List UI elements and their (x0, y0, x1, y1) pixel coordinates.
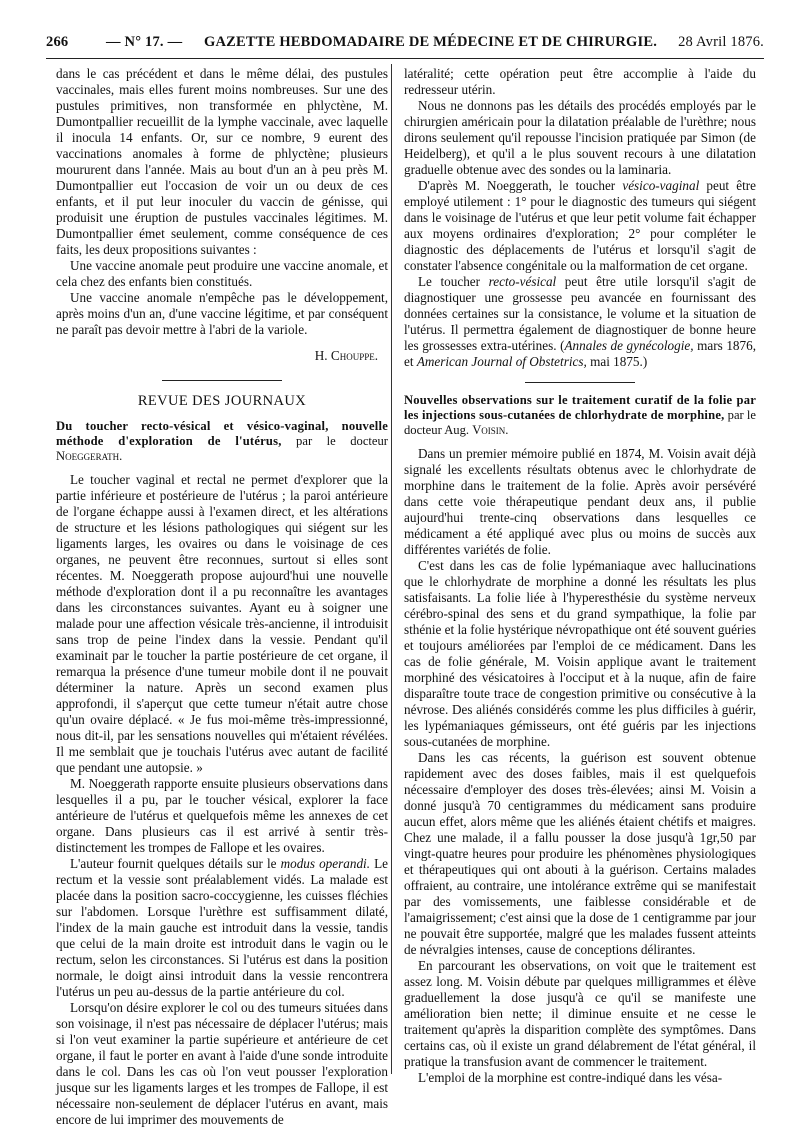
paragraph: D'après M. Noeggerath, le toucher vésico-vaginal peut être employé utilement : 1° pour le diagnostic des tumeurs qui siégent dans le voisinage de l'utérus et que leur petit volume fait échapper aux moyens ordinaires d'exploration; 2° pour compléter le diagnostic des déplacements de l'utérus et lorsqu'il s'agit de constater l'absence congénitale ou la malformation de cet organe. (404, 178, 757, 273)
column-divider (391, 64, 392, 1074)
paragraph: Une vaccine anomale n'empêche pas le développement, après moins d'un an, d'une vaccine légitime, et par conséquent ne paraît pas devoir mettre à l'abri de la variole. (56, 290, 388, 337)
paragraph: Lorsqu'on désire explorer le col ou des tumeurs situées dans son voisinage, il n'est pas nécessaire de déplacer l'utérus; mais si l'on veut examiner la partie supérieure et antérieure de cet organe, il faut le porter en avant à l'aide d'une sonde introduite dans le col. Dans les cas où l'on veut pousser l'exploration jusque sur les ligaments larges et les trompes de Fallope, il est nécessaire non-seulement de déplacer l'utérus en avant, mais encore de lui imprimer des mouvements de (56, 1000, 388, 1127)
paragraph: Nous ne donnons pas les détails des procédés employés par le chirurgien américain pour la dilatation préalable de l'urèthre; nous dirons seulement qu'il repousse l'incision pratiquée par Simon (de Heidelberg), et qu'il a le plus souvent recours à une dilatation graduelle obtenue avec des sondes ou la laminaria. (404, 98, 756, 177)
header-rule (46, 58, 764, 59)
section-rule (162, 380, 282, 381)
signature: H. Chouppe. (314, 348, 378, 363)
section-title: REVUE DES JOURNAUX (137, 393, 307, 409)
article-author: Noeggerath. (56, 449, 123, 463)
paragraph: Une vaccine anomale peut produire une vaccine anomale, et cela chez des enfants bien constitués. (56, 258, 388, 289)
page-number: 266 (46, 34, 69, 50)
paragraph: M. Noeggerath rapporte ensuite plusieurs observations dans lesquelles il a pu, par le toucher vésical, explorer la face antérieure de l'utérus et quelquefois même les annexes de cet organe. Dans plusieurs cas il est arrivé à sentir très-distinctement les trompes de Fallope et les ovaires. (56, 776, 388, 855)
article-title: Nouvelles observations sur le traitement curatif de la folie par les injections sous-cutanées de chlorhydrate de morphine, (404, 393, 756, 422)
page-header (46, 34, 764, 54)
issue-number: — N° 17. — (106, 34, 183, 50)
paragraph: C'est dans les cas de folie lypémaniaque avec hallucinations que le chlorhydrate de morphine a donné les résultats les plus satisfaisants. La folie liée à l'hyperesthésie du système nerveux cérébro-spinal des sens et du grand sympathique, la folie par sthénie et la folie hystérique névropathique ont été souvent guéries et toujours améliorées par l'emploi de ce médicament. Dans les cas de folie générale, M. Voisin applique avant le traitement morphiné des vésicatoires à l'occiput et à la nuque, afin de faire disparaître toute trace de congestion primitive ou consécutive à la névrose. Des aliénés considérés comme les plus difficiles à guérir, les lypémaniaques gémisseurs, ont été guéris par les injections sous-cutanées de morphine. (404, 558, 756, 749)
left-column (56, 66, 388, 1128)
paragraph: Dans les cas récents, la guérison est souvent obtenue rapidement avec des doses faibles, mais il est quelquefois nécessaire d'employer des doses très-élevées; ainsi M. Voisin a donné jusqu'à 70 centigrammes du médicament sans produire aucun effet, alors même que les aliénés étaient chétifs et maigres. Chez une malade, il a fallu pousser la dose jusqu'à 1gr,50 par vingt-quatre heures pour produire les phénomènes physiologiques et thérapeutiques qui ont abouti à la guérison. Certains malades offraient, au contraire, une intolérance extrême qui se manifestait par des vomissements, une faiblesse considérable et de l'amaigrissement; c'est ainsi que la dose de 1 centigramme par jour ne pouvait être supportée, malgré que les malades fussent atteints de névralgies intenses, cause de conceptions délirantes. (404, 750, 756, 957)
paragraph: Dans un premier mémoire publié en 1874, M. Voisin avait déjà signalé les excellents résultats obtenus avec le chlorhydrate de morphine dans le traitement de la folie. Après avoir persévéré dans cette voie thérapeutique pendant deux ans, il publie aujourd'hui trente-cinq observations dans lesquelles ce médicament a été appliqué avec plus ou moins de succès aux différentes variétés de folie. (404, 446, 756, 557)
paragraph: Le toucher recto-vésical peut être utile lorsqu'il s'agit de diagnostiquer une grossesse peu avancée en fournissant des données certaines sur la consistance, le volume et la situation de l'utérus. Il permettra également de diagnostiquer de bonne heure les grossesses extra-utérines. (Annales de gynécologie, mars 1876, et American Journal of Obstetrics, mai 1875.) (404, 274, 756, 369)
paragraph: L'auteur fournit quelques détails sur le modus operandi. Le rectum et la vessie sont préalablement vidés. La malade est placée dans la position sacro-coccygienne, les cuisses fléchies sur l'abdomen. Lorsque l'urèthre est suffisamment dilaté, l'index de la main gauche est introduit dans la vessie, tandis que celui de la main droite est introduit dans le vagin ou le rectum, selon les circonstances. Si l'utérus est dans la position normale, le doigt ainsi introduit dans la vessie rencontrera l'utérus un peu au-dessus de la partie antérieure du col. (56, 856, 388, 999)
paragraph: En parcourant les observations, on voit que le traitement est assez long. M. Voisin débute par quelques milligrammes et élève graduellement la dose jusqu'à ce qu'il se manifeste une amélioration bien nette; il diminue ensuite et ne cesse le traitement qu'après la disparition complète des symptômes. Dans certains cas, où il existe un grand délabrement de l'état général, il pratique la transfusion avant de commencer le traitement. (404, 958, 756, 1069)
journal-title: GAZETTE HEBDOMADAIRE DE MÉDECINE ET DE CHIRURGIE. (204, 34, 658, 50)
issue-date: 28 Avril 1876. (678, 34, 764, 50)
paragraph: dans le cas précédent et dans le même délai, des pustules vaccinales, mais elles furent moins nombreuses. Sur une des pustules primitives, non transformée en phlyctène, M. Dumontpallier recueillit de la lymphe vaccinale, avec laquelle il inocula 14 enfants. Or, sur ce nombre, 9 eurent des vaccinations anomales à forme de phlyctène; plusieurs moururent dans l'année. Mais au bout d'un an à peu près M. Dumontpallier eut l'occasion de voir un ou deux de ces enfants, et il put leur inoculer du vaccin de génisse, qui produisit une éruption de pustules vaccinales légitimes. M. Dumontpallier émet seulement, comme conséquence de ces faits, les deux propositions suivantes : (56, 66, 388, 257)
right-column (404, 66, 756, 1086)
paragraph: L'emploi de la morphine est contre-indiqué dans les vésa- (418, 1070, 723, 1085)
paragraph: latéralité; cette opération peut être accomplie à l'aide du redresseur utérin. (404, 66, 756, 97)
article-heading: Du toucher recto-vésical et vésico-vaginal, nouvelle méthode d'exploration de l'utérus, par le docteur Noeggerath. (56, 419, 388, 463)
article-title: Du toucher recto-vésical et vésico-vaginal, nouvelle méthode d'exploration de l'utérus, (56, 419, 388, 448)
article-heading: Nouvelles observations sur le traitement curatif de la folie par les injections sous-cutanées de chlorhydrate de morphine, par le docteur Aug. Voisin. (404, 393, 756, 437)
article-author: Voisin. (472, 423, 509, 437)
paragraph: Le toucher vaginal et rectal ne permet d'explorer que la partie inférieure et postérieure de l'utérus ; la paroi antérieure de l'organe échappe aussi à l'examen direct, et les altérations de structure et les lésions pathologiques qui siégent sur les ligaments larges, les ovaires ou dans le voisinage de ces organes, ne peuvent être reconnues, surtout si elles sont récentes. M. Noeggerath propose aujourd'hui une nouvelle méthode d'exploration dont il a pu reconnaître les avantages dans les circonstances suivantes. Ayant eu à soigner une malade pour une affection vésicale très-ancienne, il introduisit sans trop de peine l'index dans la vessie. Pendant qu'il examinait par le toucher la partie postérieure de cet organe, il remarqua la présence d'une tumeur mobile dont il ne pouvait déterminer la nature. Après un second examen plus approfondi, il s'aperçut que cette tumeur n'était autre chose qu'un ovaire déplacé. « Je fus moi-même très-impressionné, nous dit-il, par les sensations nouvelles qui m'étaient révélées. Il me semblait que je touchais l'utérus avec autant de facilité que pendant une autopsie. » (56, 472, 388, 775)
section-rule (525, 382, 635, 383)
